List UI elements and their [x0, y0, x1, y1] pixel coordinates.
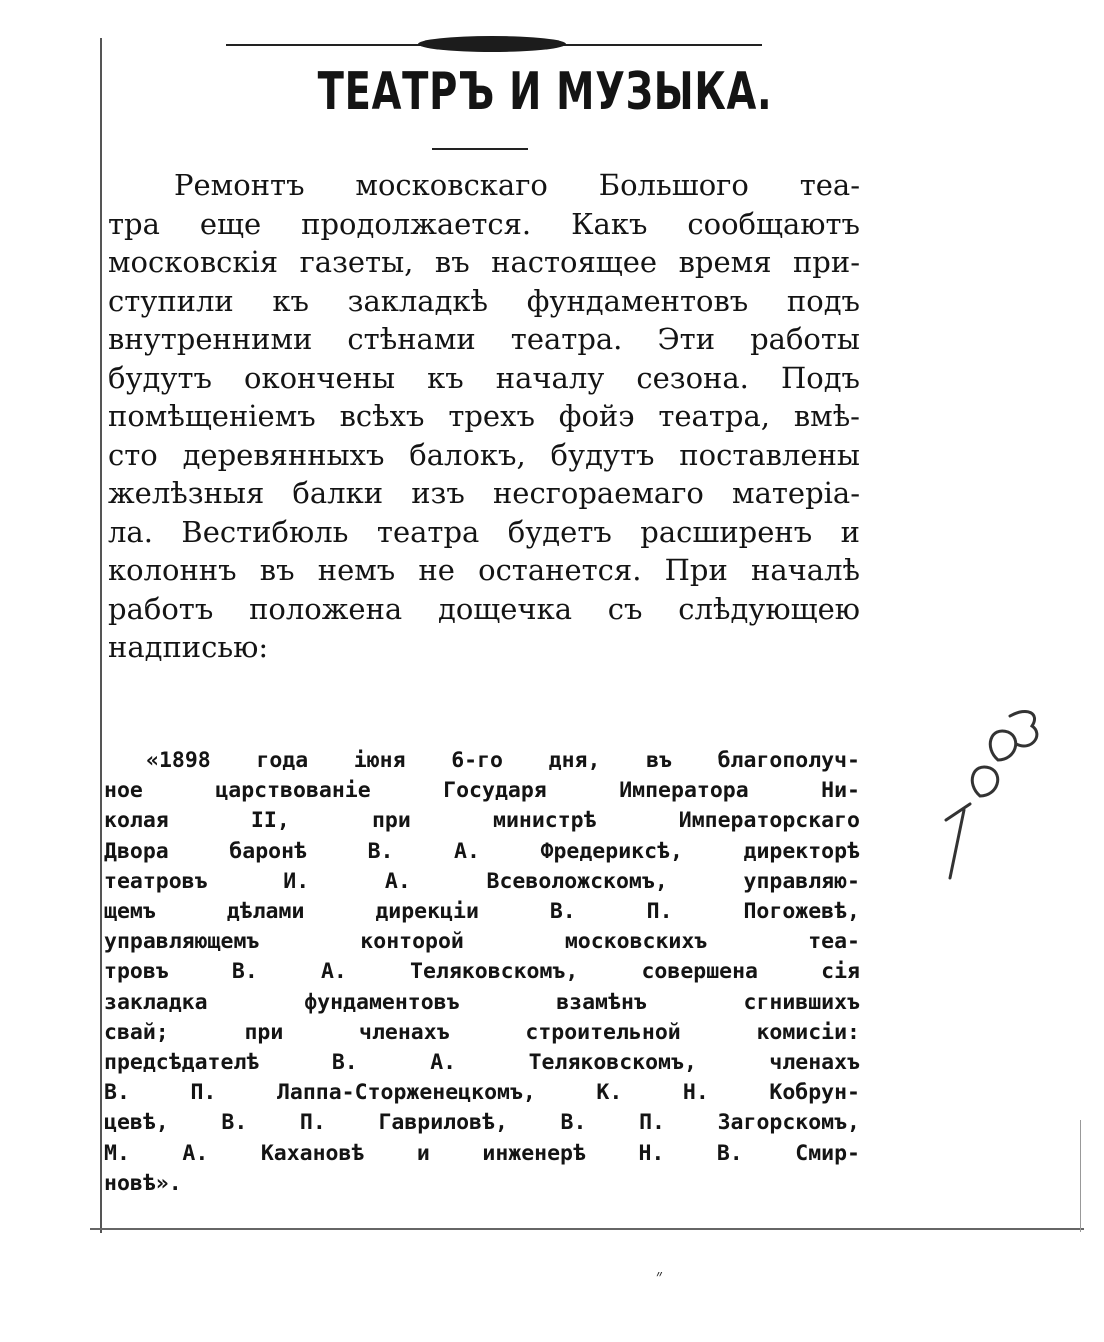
quote-line: новѣ». — [104, 1170, 182, 1196]
body-line: работъ положена дощечка съ слѣдующею — [108, 591, 860, 626]
article-title: ТЕАТРЪ И МУЗЫКА. — [317, 62, 773, 122]
quote-line: ное царствованіе Государя Императора Ни- — [104, 778, 860, 804]
quote-line: цевѣ, В. П. Гавриловѣ, В. П. Загорскомъ, — [104, 1110, 860, 1136]
quote-line: тровъ В. А. Теляковскомъ, совершена сія — [104, 959, 860, 985]
body-line: тра еще продолжается. Какъ сообщаютъ — [108, 206, 860, 241]
body-line: московскія газеты, въ настоящее время при- — [108, 245, 860, 279]
quote-line: щемъ дѣлами дирекціи В. П. Погожевѣ, — [104, 899, 860, 925]
quote-line: театровъ И. А. Всеволожскомъ, управляю- — [104, 868, 860, 894]
body-line: внутренними стѣнами театра. Эти работы — [108, 322, 860, 356]
body-line: надписью: — [108, 630, 269, 664]
quote-line: В. П. Лаппа-Сторженецкомъ, К. Н. Кобрун- — [104, 1080, 860, 1106]
body-line: будутъ окончены къ началу сезона. Подъ — [108, 360, 860, 395]
body-line: сто деревянныхъ балокъ, будутъ поставлены — [108, 437, 860, 472]
inscription-quote — [104, 746, 860, 1199]
body-line: ступили къ закладкѣ фундаментовъ подъ — [108, 283, 860, 318]
column-rule-right — [1080, 1120, 1081, 1232]
quote-line: колая II, при министрѣ Императорскаго — [104, 808, 860, 834]
body-line: помѣщеніемъ всѣхъ трехъ фойэ театра, вмѣ- — [108, 399, 860, 433]
header-ornament — [418, 36, 566, 52]
quote-line: М. А. Кахановѣ и инженерѣ Н. В. Смир- — [104, 1140, 860, 1166]
stray-ink-mark: ״ — [656, 1266, 663, 1287]
body-line: желѣзныя балки изъ несгораемаго матеріа- — [108, 476, 860, 510]
quote-line: свай; при членахъ строительной комисіи: — [104, 1019, 860, 1045]
column-rule-left — [100, 38, 102, 1233]
quote-line: Двора баронѣ В. А. Фредериксѣ, директорѣ — [104, 838, 860, 864]
body-line: ла. Вестибюль театра будетъ расширенъ и — [108, 514, 860, 549]
handwritten-annotation — [928, 700, 1048, 890]
body-line: колоннъ въ немъ не останется. При началѣ — [108, 553, 860, 587]
bottom-rule — [90, 1228, 1084, 1230]
quote-line: предсѣдателѣ В. А. Теляковскомъ, членахъ — [104, 1050, 860, 1076]
title-divider — [432, 148, 528, 150]
article-body — [108, 166, 860, 667]
quote-line: управляющемъ конторой московскихъ теа- — [104, 929, 860, 955]
quote-line: закладка фундаментовъ взамѣнъ сгнившихъ — [104, 989, 860, 1015]
body-line: Ремонтъ московскаго Большого теа- — [174, 168, 860, 202]
quote-line: «1898 года іюня 6-го дня, въ благополуч- — [146, 748, 860, 773]
